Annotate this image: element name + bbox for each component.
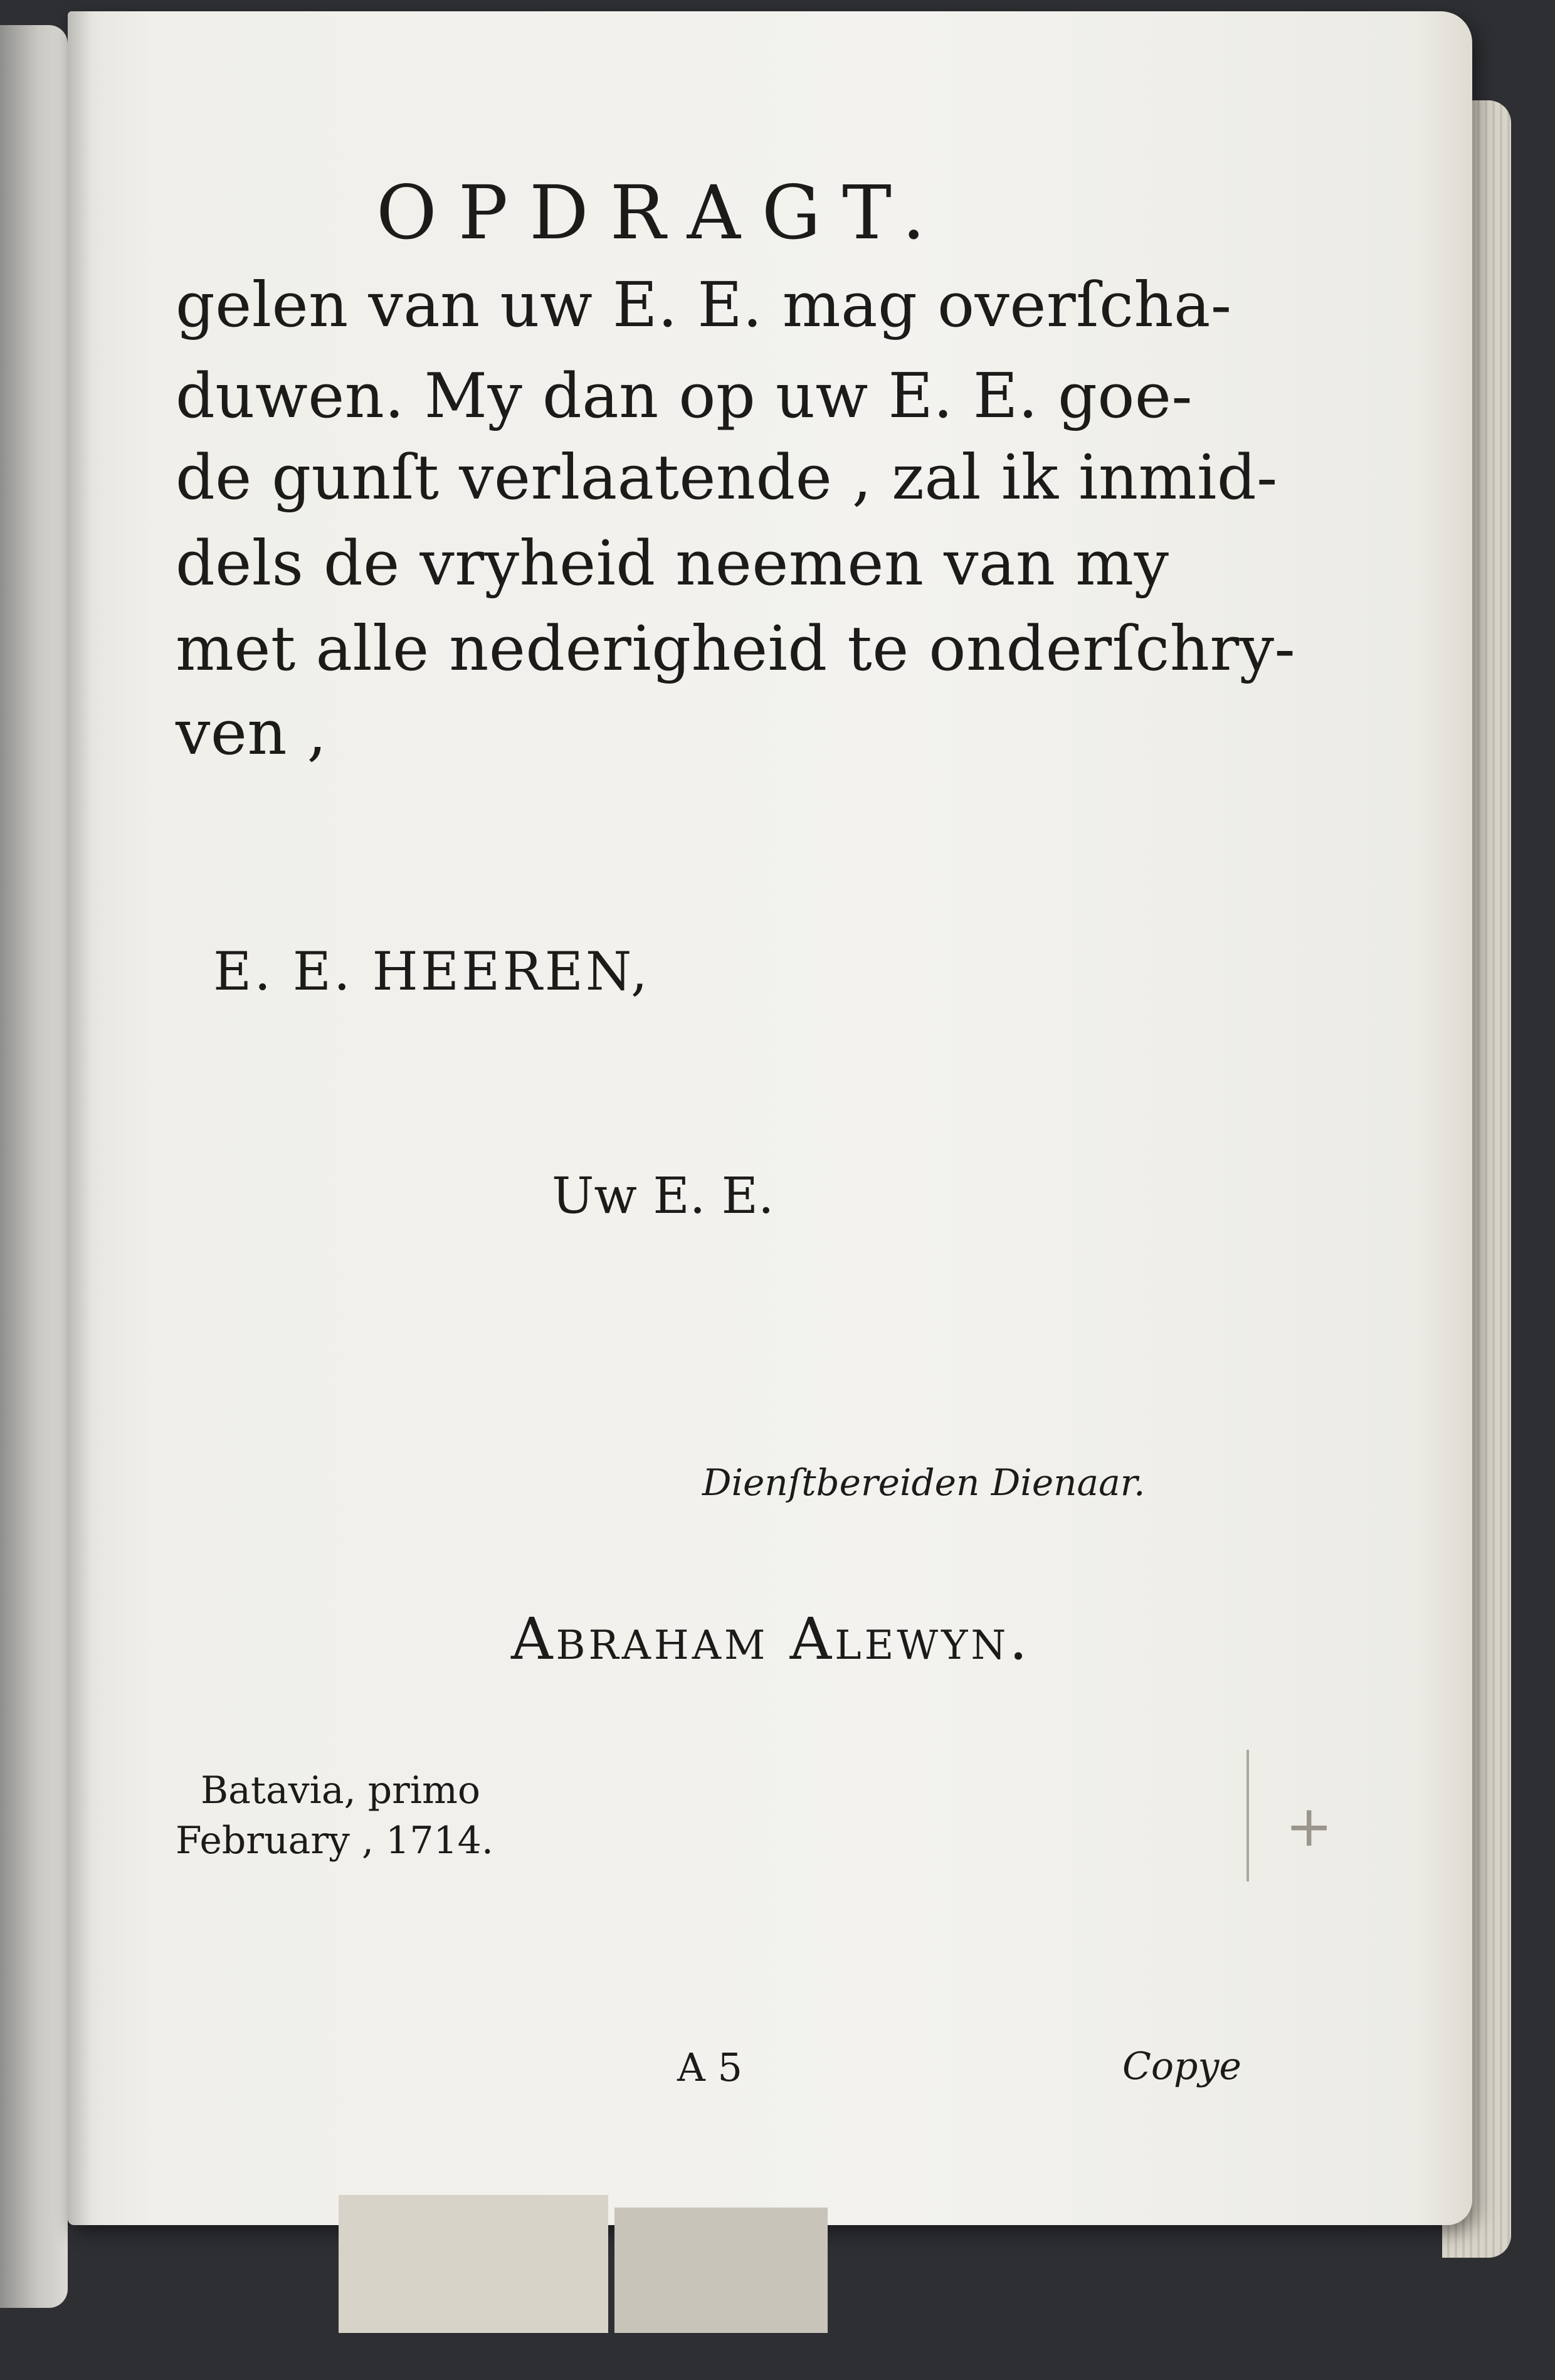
- salutation: E. E. HEEREN,: [213, 941, 650, 1002]
- place-line: Batavia, primo: [201, 1769, 481, 1812]
- paper-tab-left: [339, 2195, 608, 2333]
- body-line-3: de gunſt verlaatende , zal ik inmid-: [176, 442, 1278, 514]
- page-title: OPDRAGT.: [376, 169, 947, 256]
- body-line-6: ven ,: [176, 697, 327, 769]
- signature-mark: A 5: [677, 2044, 742, 2090]
- body-line-4: dels de vryheid neemen van my: [176, 528, 1169, 600]
- closing: Uw E. E.: [552, 1166, 774, 1225]
- book-page: [68, 11, 1472, 2225]
- pencil-line-mark: [1247, 1750, 1249, 1881]
- facing-page-edge: [0, 25, 68, 2308]
- date-line: February , 1714.: [176, 1819, 493, 1863]
- signer-role: Dienſtbereiden Dienaar.: [702, 1461, 1146, 1504]
- paper-tab-right: [614, 2208, 828, 2333]
- body-line-2: duwen. My dan op uw E. E. goe-: [176, 361, 1193, 432]
- signature-name: Abraham Alewyn.: [511, 1605, 1031, 1673]
- gutter-shadow: [68, 11, 93, 2225]
- body-line-1: gelen van uw E. E. mag overſcha-: [176, 270, 1232, 341]
- body-line-5: met alle nederigheid te onderſchry-: [176, 613, 1296, 685]
- catchword: Copye: [1122, 2044, 1241, 2088]
- pencil-cross-icon: +: [1285, 1794, 1333, 1859]
